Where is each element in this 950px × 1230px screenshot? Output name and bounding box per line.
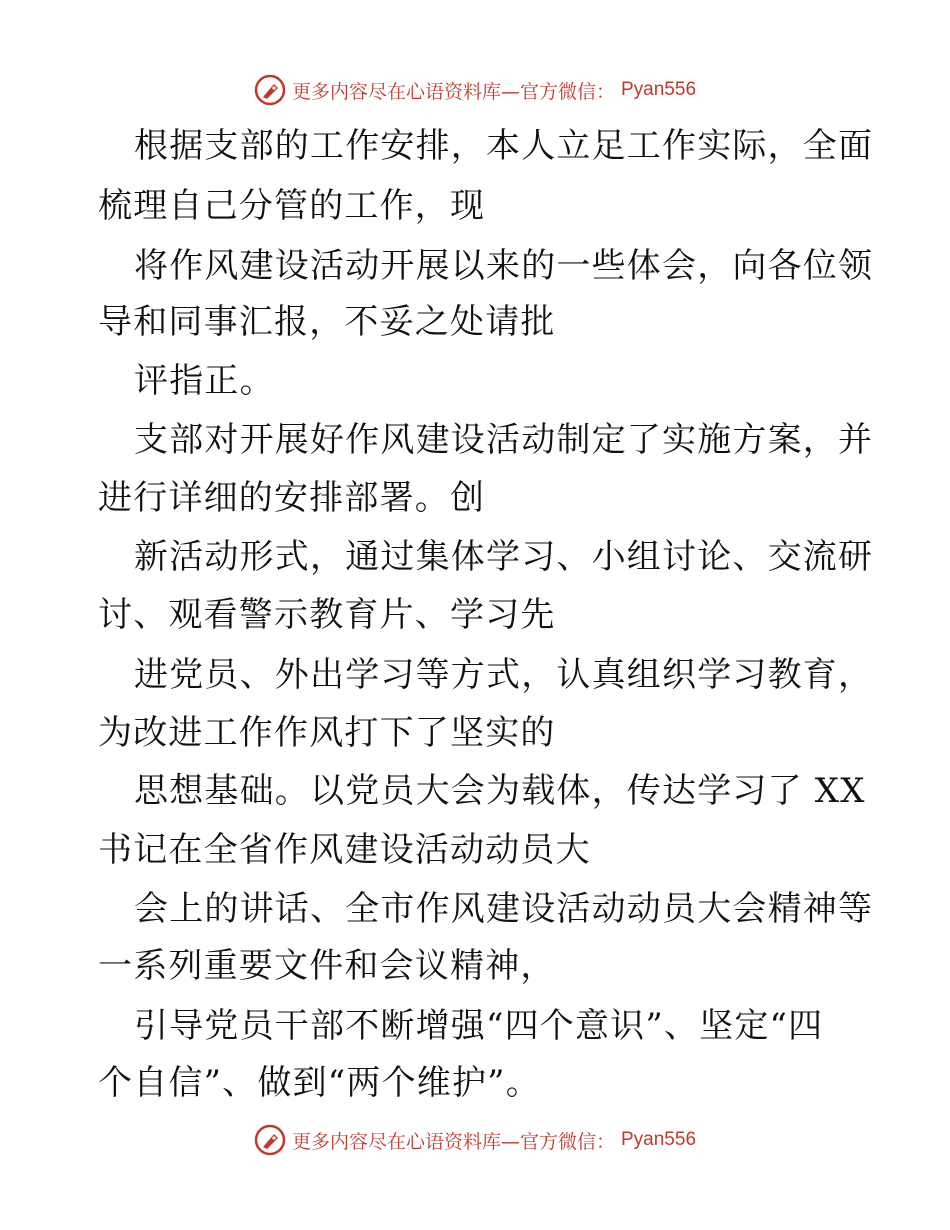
text-line: 引导党员干部不断增强“四个意识”、坚定“四 [134, 1006, 824, 1046]
pen-nib-logo-icon [254, 74, 286, 106]
pen-nib-logo-icon [254, 1124, 286, 1156]
text-line: 将作风建设活动开展以来的一些体会，向各位领 [134, 246, 874, 286]
watermark-wechat-id: Pyan556 [621, 1129, 697, 1150]
text-line: 根据支部的工作安排，本人立足工作实际，全面 [134, 126, 874, 166]
text-line: 思想基础。以党员大会为载体，传达学习了 XX [134, 771, 866, 811]
text-line: 新活动形式，通过集体学习、小组讨论、交流研 [134, 537, 874, 577]
text-line: 梳理自己分管的工作，现 [98, 186, 486, 226]
footer-watermark [0, 1120, 950, 1160]
text-line: 进行详细的安排部署。创 [98, 478, 486, 518]
text-line: 一系列重要文件和会议精神， [98, 946, 556, 986]
text-line: 导和同事汇报，不妥之处请批 [98, 302, 556, 342]
text-line: 讨、观看警示教育片、学习先 [98, 595, 556, 635]
header-watermark [0, 70, 950, 110]
watermark-wechat-id: Pyan556 [621, 79, 697, 100]
text-line: 支部对开展好作风建设活动制定了实施方案，并 [134, 420, 874, 460]
text-line: 评指正。 [134, 361, 275, 401]
watermark-text: 更多内容尽在心语资料库—官方微信： [291, 1130, 615, 1153]
text-line: 进党员、外出学习等方式，认真组织学习教育， [134, 655, 874, 695]
text-line: 会上的讲话、全市作风建设活动动员大会精神等 [134, 889, 874, 929]
text-line: 为改进工作作风打下了坚实的 [98, 713, 556, 753]
text-line: 书记在全省作风建设活动动员大 [98, 830, 591, 870]
watermark-text: 更多内容尽在心语资料库—官方微信： [291, 80, 615, 103]
text-line: 个自信”、做到“两个维护”。 [98, 1063, 541, 1103]
